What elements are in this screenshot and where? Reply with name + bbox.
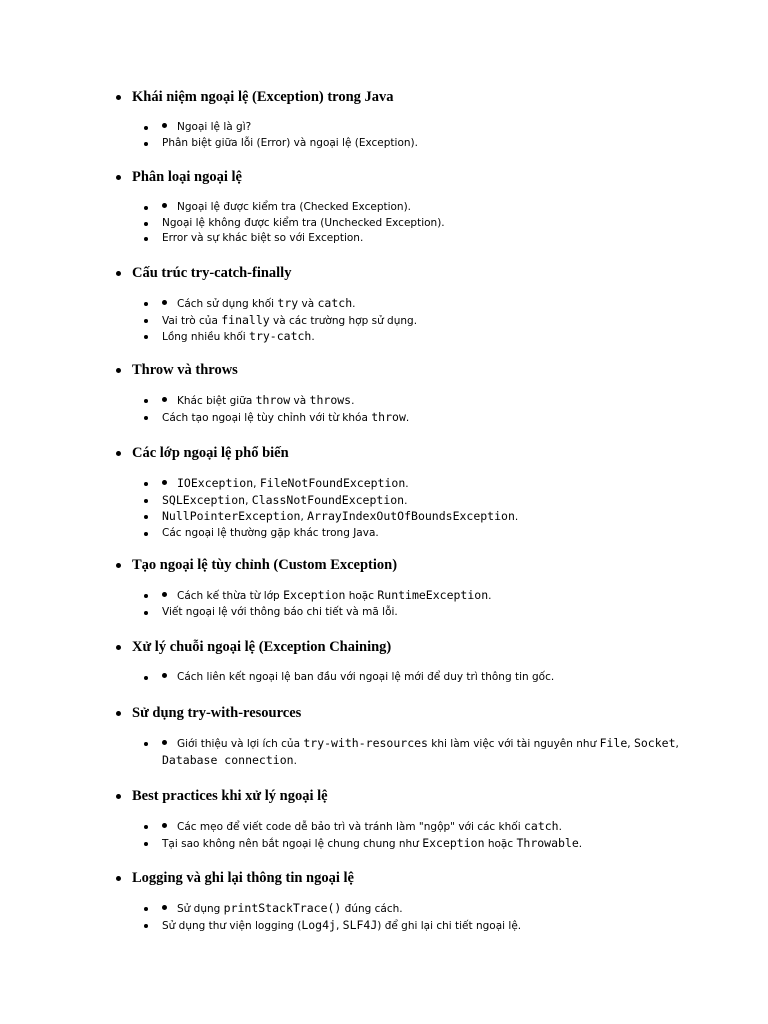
section-title: Các lớp ngoại lệ phổ biến: [114, 443, 728, 463]
item-text: ,: [245, 494, 252, 507]
item-text: hoặc: [484, 837, 517, 850]
code-term: ArrayIndexOutOfBoundsException: [307, 509, 515, 523]
code-term: Log4j: [301, 917, 336, 932]
item-text: Cách liên kết ngoại lệ ban đầu với ngoại lệ mới để duy trì thông tin gốc.: [177, 671, 555, 683]
section: [114, 263, 728, 346]
section: [114, 167, 728, 247]
item-text: khi làm việc với tài nguyên như: [427, 738, 600, 750]
code-term: Throwable: [516, 835, 579, 850]
list-item: [144, 819, 704, 836]
section-title: Throw và throws: [114, 360, 728, 380]
item-text: Phân biệt giữa lỗi (Error) và ngoại lệ (Exception).: [162, 136, 418, 149]
item-text: .: [514, 511, 519, 523]
section: [114, 555, 728, 620]
item-text: Sử dụng: [177, 903, 224, 915]
section-title: Cấu trúc try-catch-finally: [114, 263, 728, 283]
code-term: catch: [317, 296, 353, 310]
item-text: ,: [627, 738, 634, 750]
item-text: Khác biệt giữa: [177, 395, 256, 407]
list-item: [144, 231, 704, 247]
list-item: [144, 476, 704, 493]
bullet-icon: [162, 823, 167, 828]
section-title: Best practices khi xử lý ngoại lệ: [114, 786, 728, 806]
section-items: [144, 120, 704, 151]
section-items: [144, 393, 704, 426]
list-item: [144, 200, 704, 216]
item-text: Sử dụng thư viện logging (: [162, 919, 302, 932]
bullet-icon: [162, 300, 167, 305]
item-text: Ngoại lệ là gì?: [177, 121, 252, 133]
item-text: đúng cách.: [341, 903, 403, 915]
code-term: File: [599, 736, 628, 750]
item-text: Cách kế thừa từ lớp: [177, 590, 284, 602]
item-text: ,: [335, 919, 343, 932]
section-title: Sử dụng try-with-resources: [114, 703, 728, 723]
section: [114, 703, 728, 769]
section-title: Logging và ghi lại thông tin ngoại lệ: [114, 868, 728, 888]
section-items: [144, 476, 704, 541]
section-items: [144, 736, 704, 769]
item-text: .: [405, 478, 409, 490]
list-item: [144, 736, 704, 769]
bullet-icon: [162, 203, 167, 208]
code-term: Exception: [283, 588, 346, 602]
item-text: và: [298, 298, 318, 310]
bullet-icon: [162, 673, 167, 678]
item-text: Cách sử dụng khối: [177, 298, 278, 310]
list-item: [144, 493, 704, 510]
item-text: Các ngoại lệ thường gặp khác trong Java.: [162, 526, 379, 539]
code-term: throw: [255, 393, 291, 407]
bullet-icon: [162, 480, 167, 485]
item-text: .: [558, 821, 562, 833]
code-term: NullPointerException: [162, 509, 301, 523]
item-text: Cách tạo ngoại lệ tùy chỉnh với từ khóa: [162, 411, 372, 424]
item-text: Viết ngoại lệ với thông báo chi tiết và mã lỗi.: [162, 605, 398, 618]
list-item: [144, 410, 704, 427]
list-item: [144, 136, 704, 152]
item-text: Ngoại lệ được kiểm tra (Checked Exception).: [177, 201, 412, 213]
section: [114, 637, 728, 686]
code-term: finally: [221, 312, 270, 327]
item-text: ,: [300, 511, 308, 523]
code-term: RuntimeException: [377, 588, 489, 602]
item-text: Các mẹo để viết code dễ bảo trì và tránh làm "ngộp" với các khối: [177, 821, 524, 833]
code-term: IOException: [177, 476, 254, 490]
list-item: [144, 120, 704, 136]
section-items: [144, 588, 704, 620]
section-items: [144, 819, 704, 852]
item-text: ,: [253, 478, 260, 490]
list-item: [144, 216, 704, 232]
section: [114, 868, 728, 934]
item-text: .: [311, 331, 315, 343]
list-item: [144, 670, 704, 686]
item-text: Vai trò của: [162, 314, 222, 327]
list-item: [144, 329, 704, 346]
item-text: ,: [675, 738, 679, 750]
section: [114, 786, 728, 852]
code-term: ClassNotFoundException: [251, 492, 405, 507]
item-text: và: [290, 395, 310, 407]
code-term: throws: [309, 393, 352, 407]
bullet-icon: [162, 740, 167, 745]
list-item: [144, 313, 704, 330]
code-term: try-with-resources: [303, 736, 428, 750]
section-items: [144, 901, 704, 934]
code-term: try: [277, 296, 299, 310]
code-term: FileNotFoundException: [259, 476, 406, 490]
bullet-icon: [162, 905, 167, 910]
section: [114, 360, 728, 426]
section: [114, 443, 728, 541]
bullet-icon: [162, 397, 167, 402]
code-term: Database connection: [162, 752, 294, 767]
item-text: Ngoại lệ không được kiểm tra (Unchecked Exception).: [162, 216, 445, 229]
code-term: catch: [523, 819, 559, 833]
section-title: Khái niệm ngoại lệ (Exception) trong Java: [114, 87, 728, 107]
section-items: [144, 670, 704, 686]
item-text: .: [578, 837, 583, 850]
section-items: [144, 296, 704, 346]
code-term: printStackTrace(): [223, 901, 342, 915]
code-term: SLF4J: [342, 917, 378, 932]
list-item: [144, 605, 704, 621]
item-text: .: [488, 590, 492, 602]
item-text: hoặc: [345, 590, 378, 602]
item-text: Tại sao không nên bắt ngoại lệ chung chung như: [162, 837, 423, 850]
item-text: .: [351, 395, 355, 407]
item-text: Error và sự khác biệt so với Exception.: [162, 232, 364, 244]
section-title: Tạo ngoại lệ tùy chỉnh (Custom Exception): [114, 555, 728, 575]
code-term: Exception: [422, 835, 485, 850]
bullet-icon: [162, 592, 167, 597]
section-items: [144, 200, 704, 247]
section-title: Xử lý chuỗi ngoại lệ (Exception Chaining): [114, 637, 728, 657]
bullet-icon: [162, 123, 167, 128]
list-item: [144, 509, 704, 526]
list-item: [144, 526, 704, 542]
code-term: SQLException: [162, 492, 246, 507]
item-text: .: [352, 298, 356, 310]
item-text: .: [405, 411, 410, 424]
item-text: Giới thiệu và lợi ích của: [177, 738, 304, 750]
item-text: Lồng nhiều khối: [162, 331, 250, 343]
section-title: Phân loại ngoại lệ: [114, 167, 728, 187]
list-item: [144, 588, 704, 605]
list-item: [144, 836, 704, 853]
list-item: [144, 901, 704, 918]
code-term: try-catch: [249, 329, 312, 343]
code-term: throw: [371, 409, 406, 424]
list-item: [144, 393, 704, 410]
item-text: và các trường hợp sử dụng.: [269, 314, 418, 327]
item-text: .: [293, 754, 297, 767]
list-item: [144, 918, 704, 935]
item-text: .: [404, 494, 408, 507]
code-term: Socket: [633, 736, 676, 750]
section: [114, 87, 728, 151]
list-item: [144, 296, 704, 313]
item-text: ) để ghi lại chi tiết ngoại lệ.: [377, 919, 522, 932]
